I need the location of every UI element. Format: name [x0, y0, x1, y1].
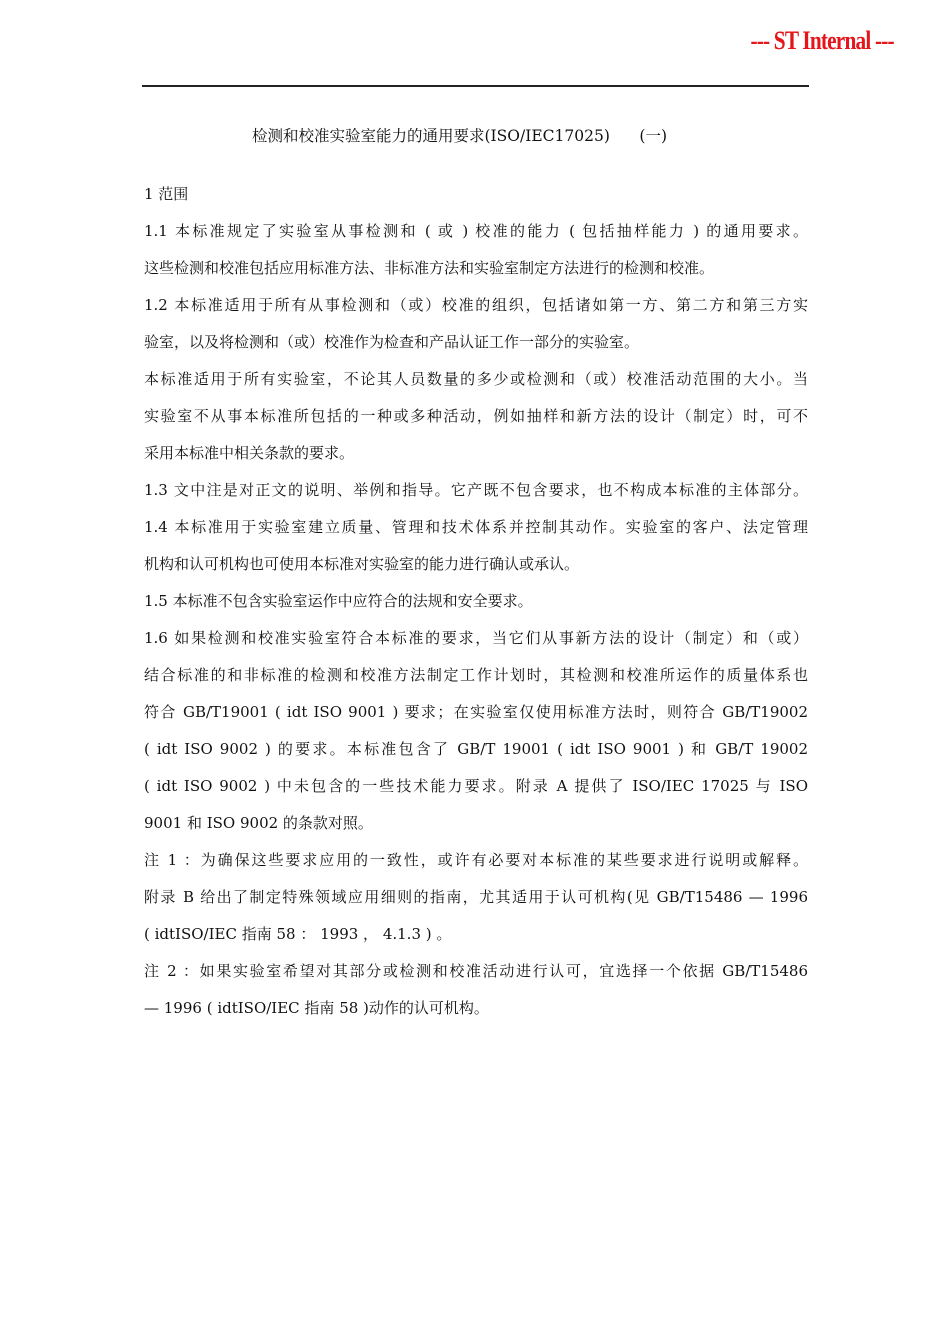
paragraph-1-6-line: 1.6 如果检测和校准实验室符合本标准的要求，当它们从事新方法的设计（制定）和（或） — [144, 629, 808, 647]
paragraph-1-6-line: 结合标准的和非标准的检测和校准方法制定工作计划时，其检测和校准所运作的质量体系也 — [144, 666, 808, 684]
paragraph-1-2-line: 验室，以及将检测和（或）校准作为检查和产品认证工作一部分的实验室。 — [144, 333, 640, 351]
header-rule — [142, 85, 809, 87]
paragraph-1-6-line: ( idt ISO 9002 ) 中未包含的一些技术能力要求。附录 A 提供了 ISO/IEC 17025 与 ISO — [144, 777, 808, 795]
paragraph-1-6-line: ( idt ISO 9002 ) 的要求。本标准包含了 GB/T 19001 ( idt ISO 9001 ) 和 GB/T 19002 — [144, 740, 808, 758]
document-body — [144, 177, 808, 1028]
paragraph-scope-note-line: 本标准适用于所有实验室，不论其人员数量的多少或检测和（或）校准活动范围的大小。当 — [144, 370, 808, 388]
paragraph-1-2-line: 1.2 本标准适用于所有从事检测和（或）校准的组织，包括诸如第一方、第二方和第三方实 — [144, 296, 808, 314]
paragraph-1-6-line: 9001 和 ISO 9002 的条款对照。 — [144, 814, 373, 832]
paragraph-1-4-line: 机构和认可机构也可使用本标准对实验室的能力进行确认或承认。 — [144, 555, 580, 573]
paragraph-1-5-line: 1.5 本标准不包含实验室运作中应符合的法规和安全要求。 — [144, 592, 533, 610]
section-heading-scope: 1 范围 — [144, 185, 189, 203]
paragraph-1-4-line: 1.4 本标准用于实验室建立质量、管理和技术体系并控制其动作。实验室的客户、法定管理 — [144, 518, 808, 536]
note-2-line: 注 2 ：如果实验室希望对其部分或检测和校准活动进行认可，宜选择一个依据 GB/T15486 — [144, 962, 808, 980]
document-title: 检测和校准实验室能力的通用要求(ISO/IEC17025) (一) — [252, 127, 668, 145]
st-internal-watermark: --- ST Internal --- — [750, 26, 894, 55]
paragraph-scope-note-line: 采用本标准中相关条款的要求。 — [144, 444, 355, 462]
paragraph-scope-note-line: 实验室不从事本标准所包括的一种或多种活动，例如抽样和新方法的设计（制定）时，可不 — [144, 407, 808, 425]
note-1-line: 注 1 ：为确保这些要求应用的一致性，或许有必要对本标准的某些要求进行说明或解释。 — [144, 851, 808, 869]
paragraph-1-1-line: 1.1 本标准规定了实验室从事检测和 ( 或 ) 校准的能力 ( 包括抽样能力 ) 的通用要求。 — [144, 222, 808, 240]
paragraph-1-3-line: 1.3 文中注是对正文的说明、举例和指导。它产既不包含要求，也不构成本标准的主体部分。 — [144, 481, 808, 499]
note-1-line: 附录 B 给出了制定特殊领域应用细则的指南，尤其适用于认可机构(见 GB/T15486 — 1996 — [144, 888, 808, 906]
note-1-line: ( idtISO/IEC 指南 58 ： 1993 ， 4.1.3 ) 。 — [144, 925, 452, 943]
paragraph-1-1-line: 这些检测和校准包括应用标准方法、非标准方法和实验室制定方法进行的检测和校准。 — [144, 259, 715, 277]
paragraph-1-6-line: 符合 GB/T19001 ( idt ISO 9001 ) 要求；在实验室仅使用标准方法时，则符合 GB/T19002 — [144, 703, 808, 721]
note-2-line: — 1996 ( idtISO/IEC 指南 58 )动作的认可机构。 — [144, 999, 489, 1017]
